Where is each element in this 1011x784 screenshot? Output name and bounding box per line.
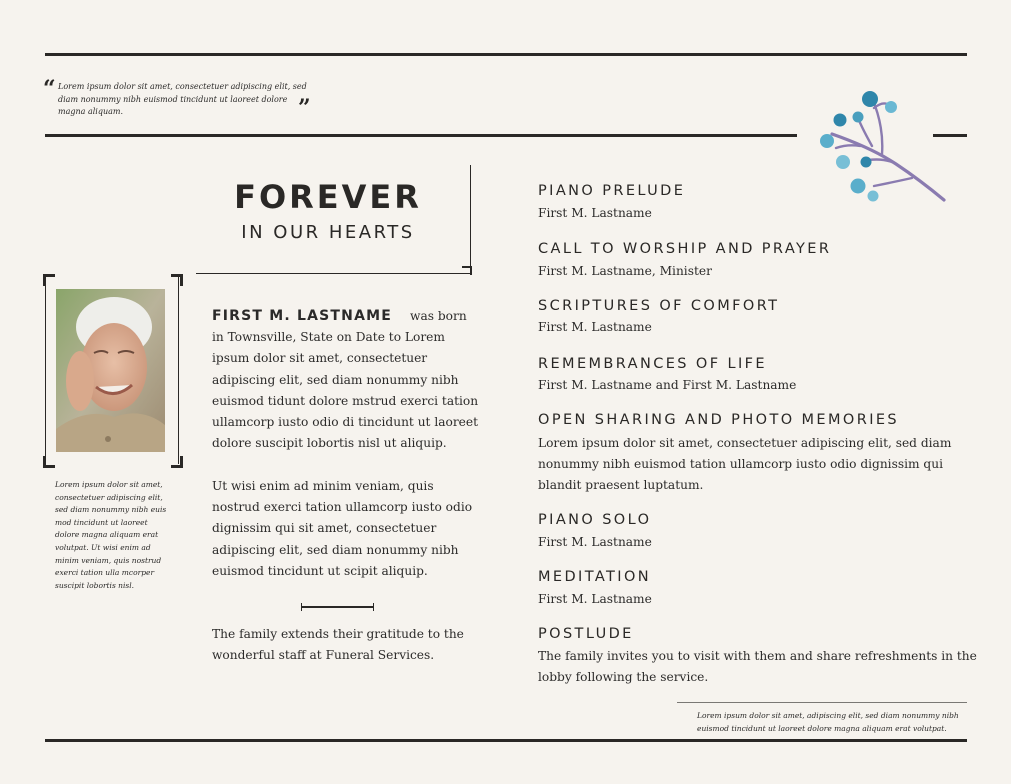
- program-heading-call-to-worship: CALL TO WORSHIP AND PRAYER: [538, 241, 832, 257]
- program-heading-meditation: MEDITATION: [538, 569, 652, 585]
- footnote-text: Lorem ipsum dolor sit amet, adipiscing elit, sed diam nonummy nibh euismod tincidunt ut laoreet dolore magna aliquam erat volutpat.: [697, 711, 959, 733]
- biography-paragraph-2: Ut wisi enim ad minim veniam, quis nostrud exerci tation ullamcorp iusto odio dignissim qui sit amet, consectetuer adipiscing elit, sed diam nonummy nibh euismod tincidunt ut scipit aliquip.: [212, 479, 473, 578]
- program-heading-open-sharing: OPEN SHARING AND PHOTO MEMORIES: [538, 412, 900, 428]
- program-text-piano-solo: First M. Lastname: [538, 535, 652, 549]
- program-heading-piano-prelude: PIANO PRELUDE: [538, 183, 686, 199]
- title-horizontal-rule: [196, 273, 471, 274]
- portrait-photo-elderly-woman: [56, 289, 165, 452]
- program-heading-scriptures: SCRIPTURES OF COMFORT: [538, 298, 780, 314]
- bio-divider-cap-left: [301, 603, 302, 611]
- footnote-rule: [677, 702, 967, 703]
- title-forever: FOREVER: [234, 178, 422, 216]
- title-in-our-hearts: IN OUR HEARTS: [241, 222, 415, 243]
- gratitude-text: The family extends their gratitude to the wonderful staff at Funeral Services.: [212, 627, 464, 663]
- program-text-scriptures: First M. Lastname: [538, 320, 652, 334]
- program-heading-piano-solo: PIANO SOLO: [538, 512, 652, 528]
- frame-corner-tl: [43, 274, 55, 286]
- biography-paragraph-1: [212, 306, 480, 454]
- bio-divider-cap-right: [373, 603, 374, 611]
- watercolor-branch-illustration: [812, 86, 952, 206]
- title-corner-mark-v: [470, 266, 472, 275]
- program-text-piano-prelude: First M. Lastname: [538, 206, 652, 220]
- photo-caption: Lorem ipsum dolor sit amet, consectetuer adipiscing elit, sed diam nonummy nibh euis mod tincidunt ut laoreet dolore magna aliquam erat volutpat. Ut wisi enim ad minim veniam, quis nostrud exerci tation ulla mcorper suscipit lobortis nisl.: [55, 480, 167, 590]
- close-quote-mark: ”: [298, 95, 311, 121]
- frame-corner-tr: [171, 274, 183, 286]
- program-text-open-sharing: Lorem ipsum dolor sit amet, consectetuer adipiscing elit, sed diam nonummy nibh euismod tation ullamcorp iusto odio dignissim qui blandit praesent luptatum.: [538, 436, 952, 493]
- program-heading-postlude: POSTLUDE: [538, 626, 634, 642]
- header-quote: Lorem ipsum dolor sit amet, consectetuer adipiscing elit, sed diam nonummy nibh euismod tincidunt ut laoreet dolore magna aliquam.: [58, 82, 307, 116]
- bottom-rule: [45, 739, 967, 742]
- program-text-meditation: First M. Lastname: [538, 592, 652, 606]
- program-heading-remembrances: REMEMBRANCES OF LIFE: [538, 356, 767, 372]
- deceased-name: FIRST M. LASTNAME: [212, 308, 393, 324]
- bio-text-1: was born in Townsville, State on Date to Lorem ipsum dolor sit amet, consectetuer adipiscing elit, sed diam nonummy nibh euismod tidunt dolore mstrud exerci tation ullamcorp iusto odio di tincidunt ut laoreet dolore suscipit lobortis nisl ut aliquip.: [212, 309, 479, 451]
- frame-corner-br: [171, 456, 183, 468]
- open-quote-mark: “: [43, 76, 56, 102]
- program-text-call-to-worship: First M. Lastname, Minister: [538, 264, 712, 278]
- program-text-postlude: The family invites you to visit with them and share refreshments in the lobby following the service.: [538, 649, 977, 685]
- program-text-remembrances: First M. Lastname and First M. Lastname: [538, 378, 797, 392]
- portrait-photo: [56, 289, 165, 452]
- frame-corner-bl: [43, 456, 55, 468]
- title-vertical-rule: [470, 165, 471, 275]
- bio-divider: [301, 606, 374, 608]
- top-rule: [45, 53, 967, 56]
- quote-bottom-rule: [45, 134, 797, 137]
